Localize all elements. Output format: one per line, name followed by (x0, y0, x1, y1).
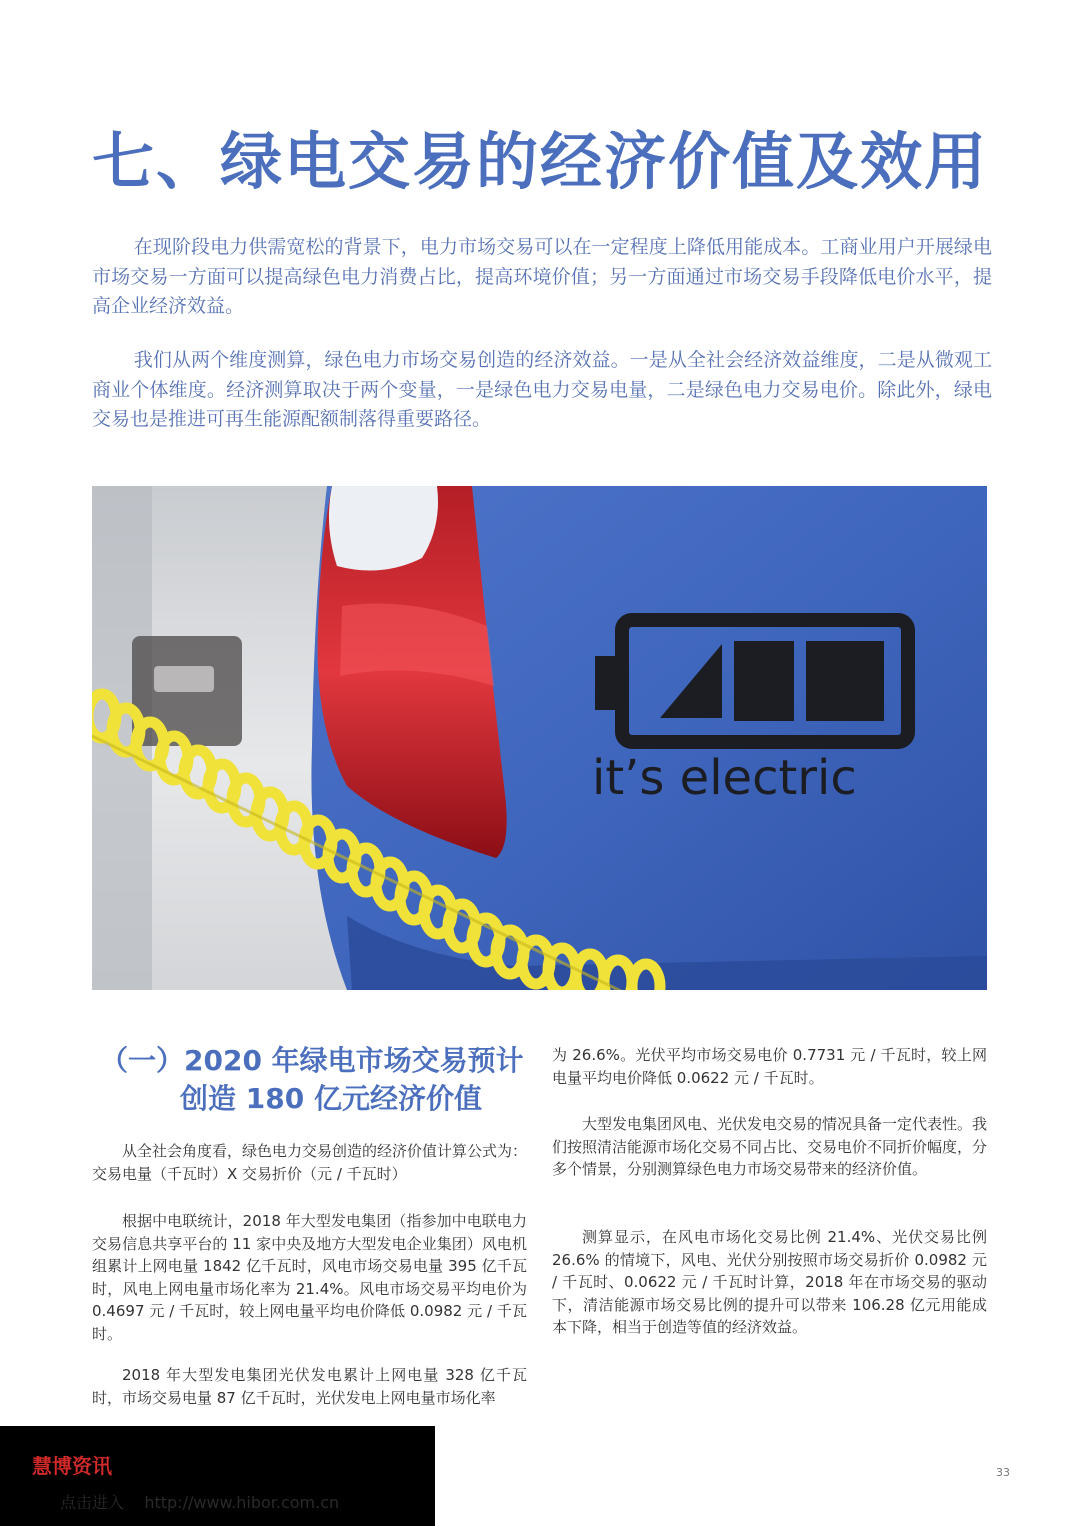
watermark-link[interactable]: 点击进入 http://www.hibor.com.cn (60, 1493, 340, 1512)
right-paragraph-2: 大型发电集团风电、光伏发电交易的情况具备一定代表性。我们按照清洁能源市场化交易不同占比、交易电价不同折价幅度，分多个情景，分别测算绿色电力市场交易带来的经济价值。 (552, 1115, 988, 1178)
left-paragraph-1: 从全社会角度看，绿色电力交易创造的经济价值计算公式为：交易电量（千瓦时）X 交易折价（元 / 千瓦时） (92, 1142, 528, 1183)
section-heading (92, 1042, 532, 1118)
electric-car-photo (92, 486, 987, 990)
watermark-brand: 慧博资讯 (32, 1454, 112, 1478)
right-paragraph-3: 测算显示，在风电市场化交易比例 21.4%、光伏交易比例 26.6% 的情境下，风电、光伏分别按照市场交易折价 0.0982 元 / 千瓦时、0.0622 元 / 千瓦时计算，2018 年在市场交易的驱动下，清洁能源市场交易比例的提升可以带来 106.28 亿元用能成本下降，相当于创造等值的经济效益。 (552, 1228, 987, 1336)
section-heading-line-2: 创造 180 亿元经济价值 (180, 1082, 482, 1115)
right-paragraph-1: 为 26.6%。光伏平均市场交易电价 0.7731 元 / 千瓦时，较上网电量平均电价降低 0.0622 元 / 千瓦时。 (552, 1046, 987, 1087)
left-paragraph-3: 2018 年大型发电集团光伏发电累计上网电量 328 亿千瓦时，市场交易电量 87 亿千瓦时，光伏发电上网电量市场化率 (92, 1366, 527, 1407)
photo-slogan: it’s electric (592, 750, 857, 806)
section-heading-line-1: （一）2020 年绿电市场交易预计 (100, 1044, 524, 1077)
page-number: 33 (996, 1466, 1010, 1479)
left-paragraph-2: 根据中电联统计，2018 年大型发电集团（指参加中电联电力交易信息共享平台的 11 家中央及地方大型发电企业集团）风电机组累计上网电量 1842 亿千瓦时，风电市场交易电量 395 亿千瓦时，风电上网电量市场化率为 21.4%。风电市场交易平均电价为 0.4697 元 / 千瓦时，较上网电量平均电价降低 0.0982 元 / 千瓦时。 (92, 1212, 527, 1343)
intro-paragraph-1: 在现阶段电力供需宽松的背景下，电力市场交易可以在一定程度上降低用能成本。工商业用户开展绿电市场交易一方面可以提高绿色电力消费占比，提高环境价值；另一方面通过市场交易手段降低电价水平，提高企业经济效益。 (92, 236, 992, 317)
intro-paragraph-2: 我们从两个维度测算，绿色电力市场交易创造的经济效益。一是从全社会经济效益维度，二是从微观工商业个体维度。经济测算取决于两个变量，一是绿色电力交易电量，二是绿色电力交易电价。除此外，绿电交易也是推进可再生能源配额制落得重要路径。 (92, 349, 992, 430)
page-title: 七、绿电交易的经济价值及效用 (92, 125, 989, 198)
